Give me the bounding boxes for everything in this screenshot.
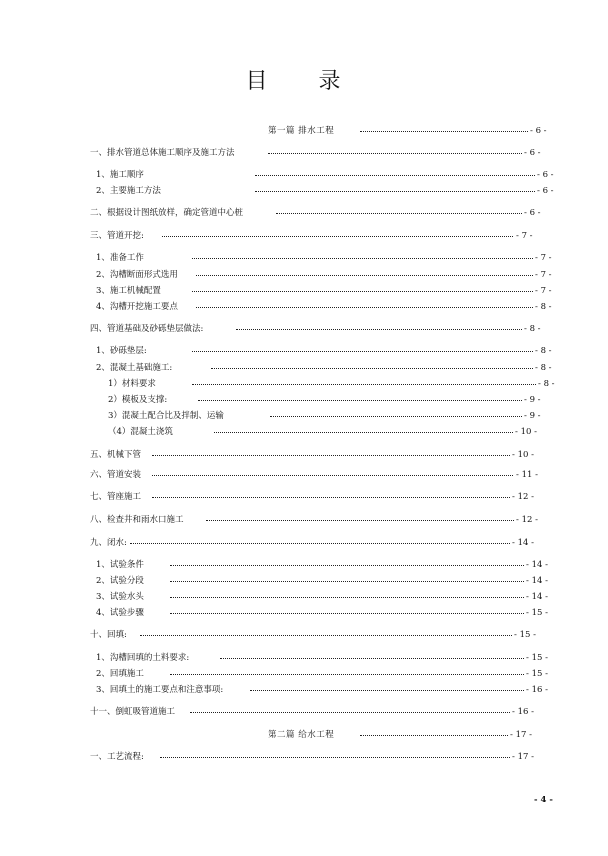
toc-entry[interactable] [0,667,608,681]
dot-leader [170,613,524,614]
toc-entry-label: 2、试验分段 [96,576,144,586]
toc-entry-page: - 9 - [524,411,541,421]
toc-entry-page: - 14 - [526,560,548,570]
toc-entry-page: - 8 - [538,379,555,389]
toc-entry-label: 六、管道安装 [90,470,142,480]
toc-entry[interactable] [0,705,608,719]
toc-entry[interactable] [0,409,608,423]
toc-entry-page: - 14 - [526,576,548,586]
toc-entry[interactable] [0,468,608,482]
toc-entry-label: 1、准备工作 [96,253,144,263]
toc-entry-label: 3、回填土的施工要点和注意事项: [96,685,224,695]
toc-entry-page: - 11 - [516,470,538,480]
toc-entry-label: 2、混凝土基础施工: [96,363,173,373]
toc-part-heading[interactable] [0,728,608,742]
toc-entry-label: 十一、倒虹吸管道施工 [90,707,176,717]
dot-leader [170,565,524,566]
toc-entry[interactable] [0,536,608,550]
toc-entry-page: - 7 - [516,231,533,241]
toc-entry[interactable] [0,606,608,620]
dot-leader [255,191,535,192]
toc-entry-label: 七、管座施工 [90,492,142,502]
toc-entry[interactable] [0,651,608,665]
toc-entry-label: 1）材料要求 [108,379,156,389]
toc-entry[interactable] [0,425,608,439]
toc-entry[interactable] [0,513,608,527]
toc-entry-page: - 6 - [524,208,541,218]
dot-leader [152,475,513,476]
toc-entry-label: 2、沟槽断面形式选用 [96,270,178,280]
toc-entry-page: - 12 - [516,515,538,525]
dot-leader [250,690,524,691]
dot-leader [236,329,522,330]
dot-leader [192,291,533,292]
dot-leader [140,635,512,636]
dot-leader [162,236,513,237]
dot-leader [170,597,524,598]
toc-entry-label: 2、回填施工 [96,669,144,679]
dot-leader [214,432,513,433]
toc-entry-page: - 6 - [537,170,554,180]
toc-entry[interactable] [0,284,608,298]
toc-entry[interactable] [0,393,608,407]
toc-entry-label: （4）混凝土浇筑 [108,427,173,437]
toc-title: 目 录 [245,69,363,94]
toc-entry[interactable] [0,322,608,336]
dot-leader [276,213,522,214]
dot-leader [130,543,510,544]
toc-entry-page: - 15 - [514,630,536,640]
toc-entry-page: - 14 - [512,538,534,548]
page-number: - 4 - [534,795,553,805]
toc-entry-page: - 15 - [526,653,548,663]
toc-entry[interactable] [0,574,608,588]
toc-entry-page: - 10 - [515,427,537,437]
toc-entry-page: - 17 - [512,752,534,762]
toc-entry[interactable] [0,558,608,572]
dot-leader [152,497,510,498]
dot-leader [196,275,533,276]
toc-entry-label: 第二篇 给水工程 [268,730,335,740]
dot-leader [192,258,533,259]
toc-entry[interactable] [0,251,608,265]
toc-entry-label: 1、沟槽回填的土料要求: [96,653,190,663]
toc-entry[interactable] [0,448,608,462]
dot-leader [170,581,524,582]
toc-entry-label: 一、排水管道总体施工顺序及施工方法 [90,148,235,158]
toc-entry-page: - 14 - [526,592,548,602]
toc-entry[interactable] [0,628,608,642]
dot-leader [268,153,522,154]
toc-entry-page: - 12 - [512,492,534,502]
dot-leader [255,175,535,176]
toc-entry[interactable] [0,206,608,220]
toc-entry[interactable] [0,490,608,504]
toc-entry-page: - 8 - [524,324,541,334]
toc-entry[interactable] [0,268,608,282]
dot-leader [152,455,510,456]
toc-entry-label: 4、试验步骤 [96,608,144,618]
dot-leader [206,520,514,521]
toc-entry-label: 第一篇 排水工程 [268,126,335,136]
dot-leader [198,400,522,401]
toc-entry-label: 3）混凝土配合比及拌制、运输 [108,411,224,421]
toc-entry-page: - 8 - [535,363,552,373]
toc-entry-label: 2）模板及支撑: [108,395,168,405]
toc-entry-page: - 16 - [526,685,548,695]
toc-entry-page: - 6 - [524,148,541,158]
toc-entry-label: 2、主要施工方法 [96,186,161,196]
toc-entry-label: 3、试验水头 [96,592,144,602]
toc-entry-page: - 6 - [530,126,547,136]
dot-leader [196,307,533,308]
toc-entry[interactable] [0,361,608,375]
dot-leader [170,674,524,675]
toc-entry-page: - 7 - [535,270,552,280]
toc-entry-label: 九、闭水: [90,538,127,548]
dot-leader [360,131,528,132]
toc-entry[interactable] [0,229,608,243]
toc-entry-label: 1、试验条件 [96,560,144,570]
toc-entry[interactable] [0,168,608,182]
toc-entry-page: - 7 - [535,253,552,263]
dot-leader [190,712,510,713]
dot-leader [211,368,533,369]
toc-entry-page: - 6 - [537,186,554,196]
toc-entry-label: 3、施工机械配置 [96,286,161,296]
toc-entry-page: - 16 - [512,707,534,717]
dot-leader [360,735,508,736]
toc-entry-label: 八、检查井和雨水口施工 [90,515,184,525]
toc-entry[interactable] [0,146,608,160]
toc-entry-label: 十、回填: [90,630,127,640]
toc-entry-label: 1、砂砾垫层: [96,346,147,356]
toc-entry[interactable] [0,184,608,198]
toc-entry-page: - 8 - [535,302,552,312]
toc-part-heading[interactable] [0,124,608,138]
dot-leader [220,658,524,659]
dot-leader [192,351,533,352]
toc-entry-label: 二、根据设计图纸放样，确定管道中心桩 [90,208,244,218]
toc-entry-page: - 15 - [526,608,548,618]
toc-entry[interactable] [0,590,608,604]
dot-leader [192,384,536,385]
toc-entry-page: - 17 - [510,730,532,740]
dot-leader [160,757,510,758]
toc-entry-page: - 15 - [526,669,548,679]
toc-entry[interactable] [0,750,608,764]
toc-entry[interactable] [0,300,608,314]
toc-entry-label: 四、管道基础及砂砾垫层做法: [90,324,204,334]
toc-entry-label: 五、机械下管 [90,450,142,460]
toc-entry-label: 三、管道开挖: [90,231,144,241]
toc-entry-label: 4、沟槽开挖施工要点 [96,302,178,312]
dot-leader [270,416,522,417]
toc-entry[interactable] [0,377,608,391]
toc-entry[interactable] [0,683,608,697]
toc-entry-page: - 10 - [512,450,534,460]
toc-entry-page: - 7 - [535,286,552,296]
toc-entry-label: 一、工艺流程: [90,752,144,762]
toc-entry[interactable] [0,344,608,358]
toc-entry-page: - 9 - [524,395,541,405]
toc-entry-label: 1、施工顺序 [96,170,144,180]
toc-entry-page: - 8 - [535,346,552,356]
